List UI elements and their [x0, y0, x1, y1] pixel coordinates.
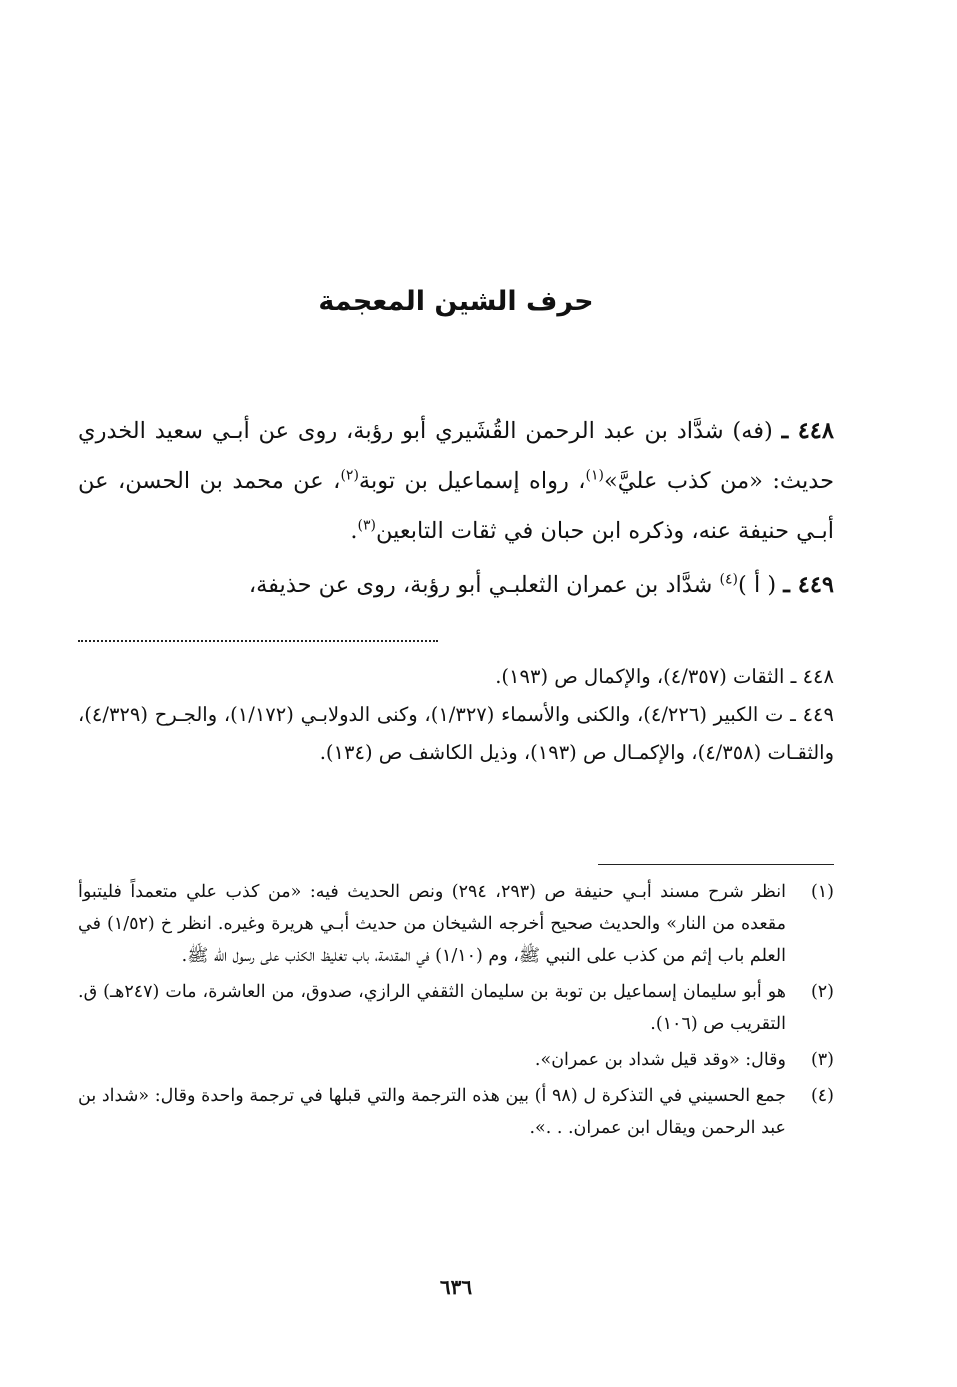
biography-entries [78, 406, 834, 610]
entry-text: ( أ ) [738, 572, 777, 598]
footnote-ref-2[interactable]: (٢) [340, 467, 359, 484]
footnote-text: وقال: «وقد قيل شداد بن عمران». [534, 1050, 786, 1070]
entry-448 [78, 406, 834, 556]
book-page [78, 0, 834, 1387]
footnote-text: هو أبو سليمان إسماعيل بن توبة بن سليمان الثقفي الرازي، صدوق، من العاشرة، مات (٢٤٧هـ) ق. التقريب ص (١٠٦). [78, 982, 786, 1034]
entry-text: . [350, 518, 358, 544]
footnote-number: (٢) [810, 982, 834, 1002]
entry-449 [78, 560, 834, 610]
entry-text: شدَّاد بن عمران الثعلبـي أبو رؤبة، روى عن حذيفة، [248, 572, 713, 598]
footnote-3 [78, 1044, 834, 1076]
footnote-number: (٣) [810, 1050, 834, 1070]
footnote-number: (١) [810, 882, 834, 902]
dotted-separator [78, 640, 438, 642]
footnote-number: (٤) [810, 1086, 834, 1106]
source-line: ٤٤٩ ـ ت الكبير (٤/٢٢٦)، والكنى والأسماء (١/٣٢٧)، وكنى الدولابـي (١/١٧٢)، والجـرح (٤/٣٢٩)، والثقـات (٤/٣٥٨)، والإكمـال ص (١٩٣)، وذيل الكاشف ص (١٣٤). [78, 703, 834, 764]
page-number: ٦٣٦ [439, 1275, 473, 1299]
source-references [78, 658, 834, 772]
footnote-2 [78, 976, 834, 1040]
footnote-text: انظر شرح مسند أبـي حنيفة ص (٢٩٣، ٢٩٤) ونص الحديث فيه: «من كذب علي متعمداً فليتبوأ مقعده من النار» والحديث صحيح أخرجه الشيخان من حديث أبـي هريرة وغيره. انظر خ (١/٥٢) في العلم باب إثم من كذب على النبي ﷺ، وم (١/١٠) في المقدمة، باب تغليظ الكذب على رسول الله ﷺ. [78, 882, 786, 966]
footnotes [78, 876, 834, 1148]
footnote-ref-1[interactable]: (١) [585, 467, 604, 484]
footnote-ref-4[interactable]: (٤) [719, 571, 739, 588]
footnote-4 [78, 1080, 834, 1144]
source-line: ٤٤٨ ـ الثقات (٤/٣٥٧)، والإكمال ص (١٩٣). [495, 665, 834, 688]
chapter-heading: حرف الشين المعجمة [318, 286, 594, 317]
entry-text: ، رواه إسماعيل بن توبة [358, 468, 586, 494]
entry-number: ٤٤٨ ـ [781, 418, 834, 444]
footnote-rule [598, 864, 834, 865]
footnote-ref-3[interactable]: (٣) [357, 517, 376, 534]
entry-number: ٤٤٩ ـ [783, 572, 834, 598]
footnote-1 [78, 876, 834, 972]
entry-text: ، عن محمد بن الحسن، عن أبـي حنيفة عنه، وذكره ابن حبان في ثقات التابعين [78, 468, 834, 544]
entry-text: (فه) شدَّاد بن عبد الرحمن القُشَيري أبو رؤبة، روى عن أبـي سعيد الخدري حديث: «من كذب عليَّ» [78, 418, 834, 494]
footnote-text: جمع الحسيني في التذكرة ل (٩٨ أ) بين هذه الترجمة والتي قبلها في ترجمة واحدة وقال: «شداد بن عبد الرحمن ويقال ابن عمران. . .». [78, 1086, 786, 1138]
